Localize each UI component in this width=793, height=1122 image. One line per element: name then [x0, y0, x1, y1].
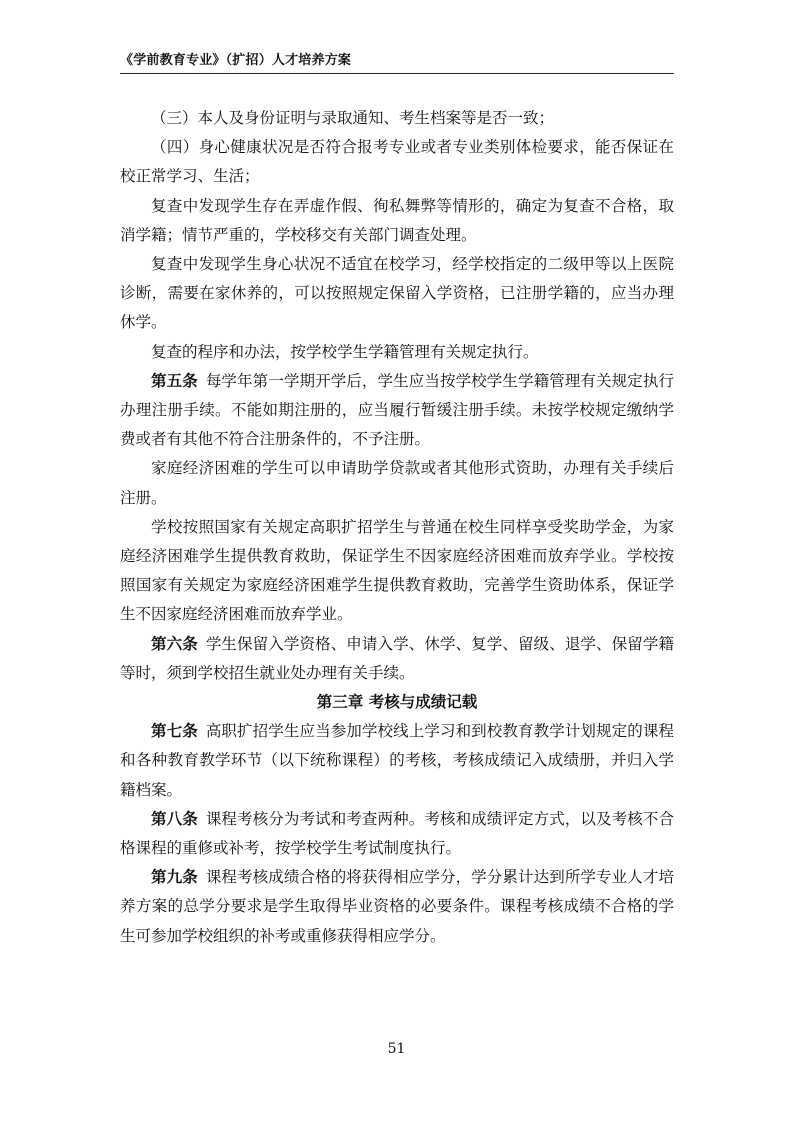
running-header: 《学前教育专业》（扩招）人才培养方案 — [120, 53, 352, 68]
article-text: 每学年第一学期开学后，学生应当按学校学生学籍管理有关规定执行办理注册手续。不能如期注册的，应当履行暂缓注册手续。未按学校规定缴纳学费或者有其他不符合注册条件的，不予注册。 — [120, 371, 674, 449]
article-text: 课程考核分为考试和考查两种。考核和成绩评定方式，以及考核不合格课程的重修或补考，按学校学生考试制度执行。 — [120, 809, 674, 858]
article-number: 第九条 — [151, 868, 198, 887]
paragraph: 复查中发现学生存在弄虚作假、徇私舞弊等情形的，确定为复查不合格，取消学籍；情节严重的，学校移交有关部门调查处理。 — [120, 196, 674, 244]
paragraph: 复查的程序和办法，按学校学生学籍管理有关规定执行。 — [151, 342, 539, 361]
article-5 — [120, 367, 674, 455]
article-number: 第五条 — [151, 371, 198, 390]
paragraph: 学校按照国家有关规定高职扩招学生与普通在校生同样享受奖助学金，为家庭经济困难学生提供教育救助，保证学生不因家庭经济困难而放弃学业。学校按照国家有关规定为家庭经济困难学生提供教育救助，完善学生资助体系，保证学生不因家庭经济困难而放弃学业。 — [120, 517, 674, 624]
article-8 — [120, 805, 674, 863]
page-number: 51 — [387, 1041, 406, 1057]
article-9 — [120, 863, 674, 951]
paragraph: （四）身心健康状况是否符合报考专业或者专业类别体检要求，能否保证在校正常学习、生活； — [120, 138, 674, 186]
article-text: 学生保留入学资格、申请入学、休学、复学、留级、退学、保留学籍等时，须到学校招生就业处办理有关手续。 — [120, 634, 674, 682]
header-rule — [120, 73, 674, 74]
paragraph: 家庭经济困难的学生可以申请助学贷款或者其他形式资助，办理有关手续后注册。 — [120, 459, 674, 507]
article-6 — [120, 630, 674, 688]
article-number: 第六条 — [151, 634, 198, 653]
article-text: 课程考核成绩合格的将获得相应学分，学分累计达到所学专业人才培养方案的总学分要求是学生取得毕业资格的必要条件。课程考核成绩不合格的学生可参加学校组织的补考或重修获得相应学分。 — [120, 868, 674, 945]
chapter-heading: 第三章 考核与成绩记载 — [316, 693, 478, 712]
article-text: 高职扩招学生应当参加学校线上学习和到校教育教学计划规定的课程和各种教育教学环节（以下统称课程）的考核，考核成绩记入成绩册，并归入学籍档案。 — [120, 722, 674, 799]
article-number: 第七条 — [151, 722, 198, 741]
article-number: 第八条 — [151, 809, 198, 828]
article-7 — [120, 717, 674, 805]
document-body — [120, 104, 674, 951]
paragraph: （三）本人及身份证明与录取通知、考生档案等是否一致； — [151, 109, 555, 127]
paragraph: 复查中发现学生身心状况不适宜在校学习，经学校指定的二级甲等以上医院诊断，需要在家休养的，可以按照规定保留入学资格，已注册学籍的，应当办理休学。 — [120, 255, 674, 332]
